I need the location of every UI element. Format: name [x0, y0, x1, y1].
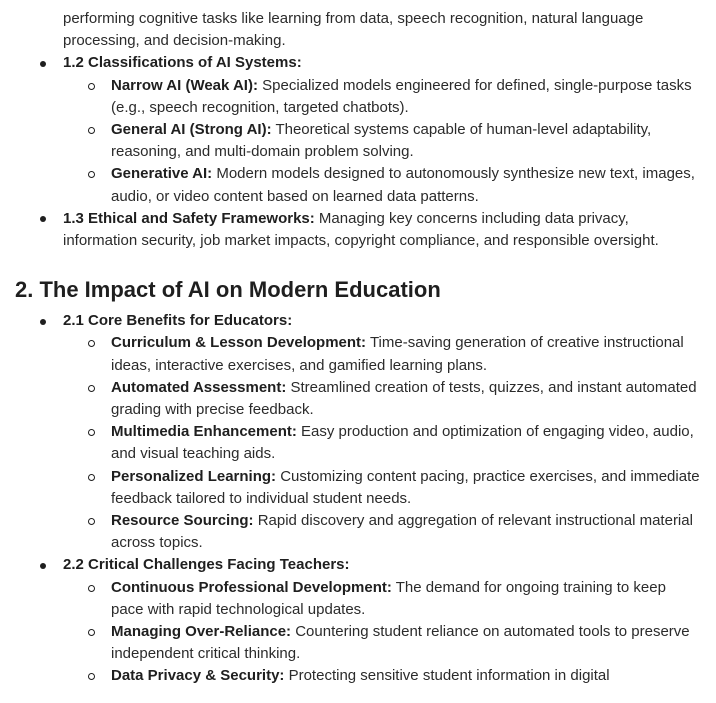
subitem-text: Protecting sensitive student information in digital [284, 667, 610, 685]
sublist-item-data-privacy [63, 665, 706, 687]
subitem-text: Time-saving generation of creative instructional ideas, interactive exercises, and gamified learning plans. [111, 334, 684, 374]
subitem-label: Generative AI: [111, 165, 213, 183]
sublist-item-multimedia [63, 421, 706, 465]
item-label: 1.3 Ethical and Safety Frameworks: [63, 209, 315, 227]
subitem-label: Continuous Professional Development: [111, 578, 392, 596]
subitem-label: Curriculum & Lesson Development: [111, 334, 367, 352]
item-label: 1.2 Classifications of AI Systems: [63, 54, 302, 72]
subitem-text: Modern models designed to autonomously synthesize new text, images, audio, or video content based on learned data patterns. [111, 165, 695, 205]
intro-paragraph-tail [0, 0, 716, 52]
subitem-label: Data Privacy & Security: [111, 667, 285, 685]
section-heading: 2. The Impact of AI on Modern Education [15, 277, 441, 303]
list-item-challenges [0, 554, 716, 687]
section2-list [0, 310, 716, 687]
subitem-label: General AI (Strong AI): [111, 121, 272, 139]
sublist-item-general-ai [63, 119, 706, 163]
list-item-classifications [0, 52, 716, 207]
subitem-text: Theoretical systems capable of human-level adaptability, reasoning, and multi-domain problem solving. [111, 121, 652, 161]
subitem-label: Multimedia Enhancement: [111, 423, 297, 441]
sublist-item-personalized [63, 466, 706, 510]
subitem-label: Personalized Learning: [111, 467, 277, 485]
subitem-label: Narrow AI (Weak AI): [111, 76, 258, 94]
item-label: 2.2 Critical Challenges Facing Teachers: [63, 556, 350, 574]
sublist-item-resources [63, 510, 706, 554]
sublist-item-narrow-ai [63, 75, 706, 119]
sublist-item-assessment [63, 377, 706, 421]
subitem-text: Easy production and optimization of engaging video, audio, and visual teaching aids. [111, 423, 694, 463]
list-item-benefits [0, 310, 716, 554]
sublist-item-curriculum [63, 332, 706, 376]
list-item-ethics [0, 208, 716, 252]
subitem-label: Automated Assessment: [111, 378, 287, 396]
subitem-text: The demand for ongoing training to keep pace with rapid technological updates. [111, 578, 666, 618]
subitem-label: Resource Sourcing: [111, 512, 254, 530]
subitem-text: Customizing content pacing, practice exercises, and immediate feedback tailored to individual student needs. [111, 467, 700, 507]
challenges-sublist [63, 577, 706, 688]
subitem-text: Streamlined creation of tests, quizzes, and instant automated grading with precise feedback. [111, 378, 697, 419]
subitem-text: Specialized models engineered for defined, single-purpose tasks (e.g., speech recognition, targeted chatbots). [111, 76, 692, 116]
classifications-sublist [63, 75, 706, 208]
sublist-item-professional-development [63, 577, 706, 621]
sublist-item-generative-ai [63, 163, 706, 207]
intro-text: performing cognitive tasks like learning from data, speech recognition, natural language processing, and decision-making. [63, 10, 644, 50]
subitem-text: Rapid discovery and aggregation of relevant instructional material across topics. [111, 512, 693, 552]
benefits-sublist [63, 332, 706, 554]
sublist-item-over-reliance [63, 621, 706, 665]
subitem-label: Managing Over-Reliance: [111, 623, 292, 641]
item-text: Managing key concerns including data privacy, information security, job market impacts, copyright compliance, and responsible oversight. [63, 209, 659, 250]
section1-list [0, 52, 716, 252]
item-label: 2.1 Core Benefits for Educators: [63, 312, 293, 330]
subitem-text: Countering student reliance on automated tools to preserve independent critical thinking. [111, 623, 690, 663]
